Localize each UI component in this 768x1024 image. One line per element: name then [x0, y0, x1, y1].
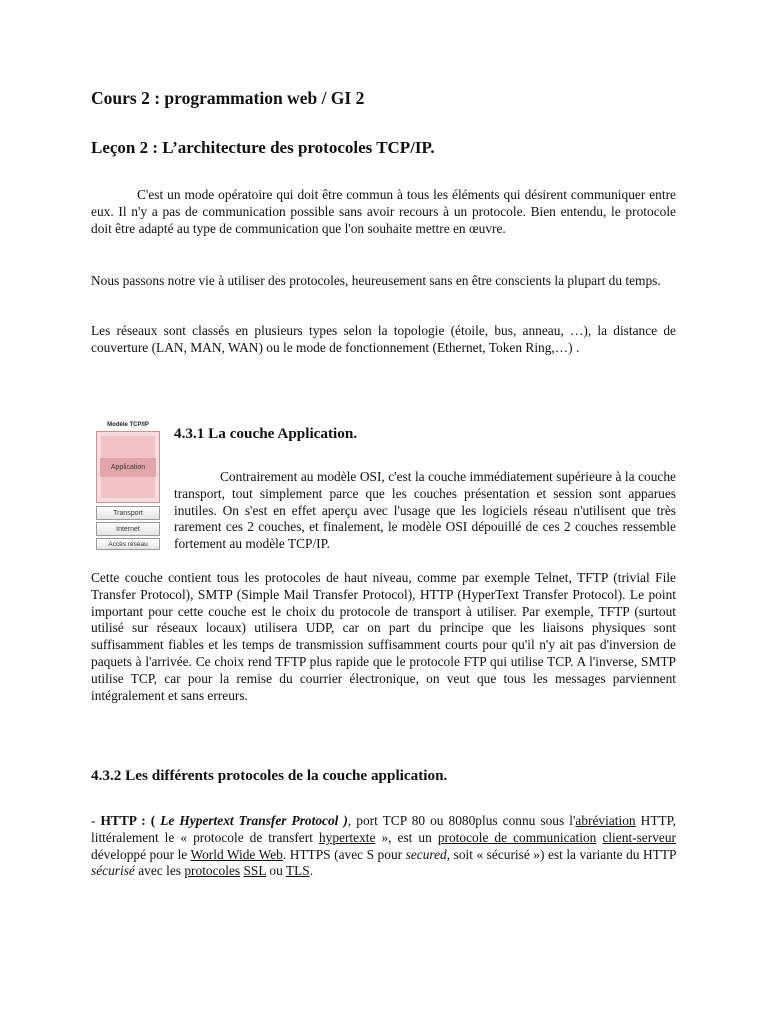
text: », est un [375, 829, 438, 845]
link-client-serveur[interactable]: client-serveur [602, 829, 676, 845]
section-431-heading: 4.3.1 La couche Application. [174, 425, 358, 442]
text: HTTP, littéralement le « protocole de transfert [91, 813, 676, 845]
link-protocole-de-communication[interactable]: protocole de communication [437, 829, 597, 845]
securise-word: sécurisé [91, 863, 135, 879]
course-title: Cours 2 : programmation web / GI 2 [91, 88, 365, 108]
text: ou [266, 863, 286, 879]
section-431-paragraph-2: Cette couche contient tous les protocoles de haut niveau, comme par exemple Telnet, TFTP (trivial File Transfer Protocol), SMTP (Simple Mail Transfer Protocol), HTTP (HyperText Transfer Protocol). Le point important pour cette couche est le choix du protocole de transport à utiliser. Par exemple, TFTP (surtout utilisé sur réseaux locaux) utilisera UDP, car on part du principe que les liaisons physiques sont suffisamment fiables et les temps de transmission suffisamment courts pour qu'il n'y ait pas d'inversion de paquets à l'arrivée. Ce choix rend TFTP plus rapide que le protocole FTP qui utilise TCP. A l'inverse, SMTP utilise TCP, car pour la remise du courrier électronique, on veut que tous les messages parviennent intégralement et sans erreurs. [91, 570, 676, 703]
http-label: HTTP : ( [100, 813, 156, 828]
link-abreviation[interactable]: abréviation [575, 813, 636, 828]
link-protocoles[interactable]: protocoles [184, 863, 241, 879]
http-paragraph [91, 813, 676, 880]
link-ssl[interactable]: SSL [243, 863, 267, 879]
layer-application-label: Application [100, 458, 156, 477]
text: . HTTPS (avec S pour [282, 846, 406, 862]
secured-word: secured [405, 846, 447, 862]
layer-transport: Transport [96, 506, 160, 520]
section-432-heading: 4.3.2 Les différents protocoles de la couche application. [91, 767, 448, 784]
intro-paragraph-1: C'est un mode opératoire qui doit être commun à tous les éléments qui désirent communiquer entre eux. Il n'y a pas de communication possible sans avoir recours à un protocole. Bien entendu, le protocole doit être adapté au type de communication que l'on souhaite mettre en œuvre. [91, 187, 676, 236]
lesson-title: Leçon 2 : L’architecture des protocoles TCP/IP. [91, 138, 435, 157]
layer-acces-reseau: Accès réseau [96, 538, 160, 550]
link-hypertexte[interactable]: hypertexte [318, 829, 376, 845]
layer-internet: Internet [96, 522, 160, 536]
section-431-paragraph-1: Contrairement au modèle OSI, c'est la couche immédiatement supérieure à la couche transport, tout simplement parce que les couches présentation et session sont apparues inutiles. On s'est en effet aperçu avec l'usage que les logiciels réseau n'utilisent que très rarement ces 2 couches, et finalement, le modèle OSI dépouillé de ces 2 couches ressemble fortement au modèle TCP/IP. [174, 469, 676, 552]
intro-paragraph-3: Les réseaux sont classés en plusieurs types selon la topologie (étoile, bus, anneau, …), la distance de couverture (LAN, MAN, WAN) ou le mode de fonctionnement (Ethernet, Token Ring,…) . [91, 323, 676, 355]
link-world-wide-web[interactable]: World Wide Web [190, 846, 283, 862]
link-tls[interactable]: TLS [285, 863, 310, 879]
layer-application [96, 431, 160, 503]
tcpip-model-diagram [93, 422, 163, 550]
http-expansion: Le Hypertext Transfer Protocol ) [155, 813, 348, 828]
text: . [309, 863, 314, 879]
text: , soit « sécurisé ») est la variante du HTTP [446, 846, 676, 862]
text: développé pour le [91, 846, 191, 862]
text: avec les [134, 863, 185, 879]
text: , port TCP 80 ou 8080plus connu sous l' [347, 813, 576, 828]
dash: - [91, 813, 101, 828]
intro-paragraph-2: Nous passons notre vie à utiliser des protocoles, heureusement sans en être conscients la plupart du temps. [91, 273, 661, 288]
diagram-title: Modèle TCP/IP [107, 422, 149, 428]
